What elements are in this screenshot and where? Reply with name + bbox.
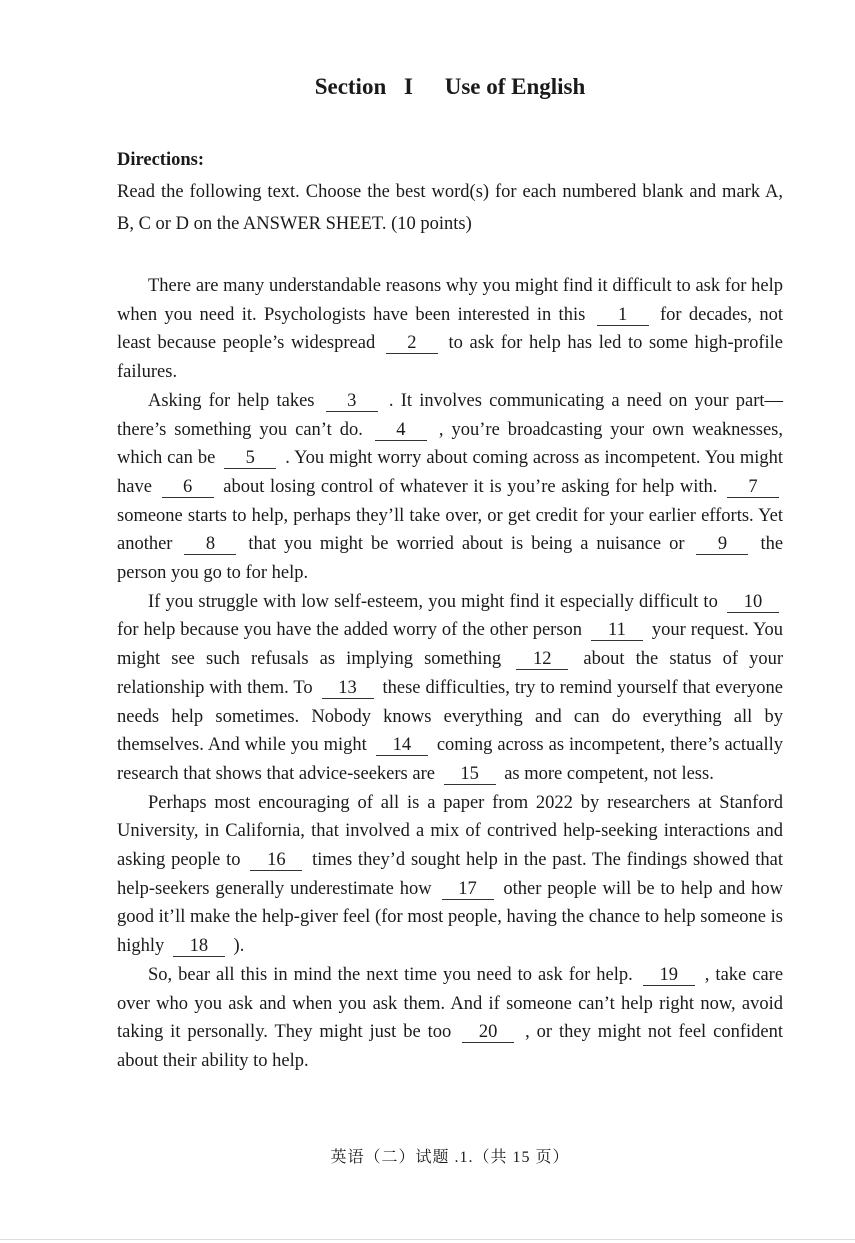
numbered-blank: 15 <box>444 764 496 785</box>
passage-paragraph <box>117 588 783 789</box>
section-title <box>0 74 855 100</box>
footer-subject: 英语（二）试题 <box>330 1149 450 1166</box>
numbered-blank: 1 <box>597 305 649 326</box>
paragraph-text: Perhaps most encouraging of all is a paper from 2022 by researchers at Stanford University, in California, that involved a mix of contrived help-seeking interactions and asking people to <box>117 792 783 871</box>
paragraph-text: about losing control of whatever it is you’re asking for help with. <box>223 476 718 497</box>
paragraph-text: other people will be to help and how good it’ll make the help-giver feel (for most people, having the chance to help someone is highly <box>117 878 784 957</box>
numbered-blank: 20 <box>462 1022 514 1043</box>
numbered-blank: 18 <box>173 936 225 957</box>
paragraph-text: There are many understandable reasons why you might find it difficult to ask for help when you need it. Psychologists have been interested in this <box>117 276 783 325</box>
directions-heading: Directions: <box>117 150 204 170</box>
paragraph-text: for decades, not least because people’s widespread <box>117 304 784 354</box>
directions <box>117 144 783 240</box>
paragraph-text: , you’re broadcasting your own weaknesses, which can be <box>117 419 783 469</box>
numbered-blank: 17 <box>442 879 494 900</box>
paragraph-text: , or they might not feel confident about their ability to help. <box>117 1022 783 1071</box>
passage-paragraph <box>117 387 783 588</box>
section-name: Use of English <box>444 74 586 99</box>
paragraph-text: Asking for help takes <box>148 390 315 411</box>
paragraph-text: these difficulties, try to remind yourself that everyone needs help sometimes. Nobody knows everything and can do everything all by themselves. And while you might <box>117 677 784 756</box>
paragraph-text: as more competent, not less. <box>504 763 714 784</box>
section-label: Section <box>314 74 387 99</box>
passage-paragraph <box>117 272 783 387</box>
numbered-blank: 6 <box>162 477 214 498</box>
paragraph-text: . It involves communicating a need on your part—there’s something you can’t do. <box>117 390 783 440</box>
cloze-passage <box>117 272 783 1076</box>
paragraph-text: . You might worry about coming across as incompetent. You might have <box>117 448 783 497</box>
numbered-blank: 10 <box>727 592 779 613</box>
numbered-blank: 5 <box>224 448 276 469</box>
numbered-blank: 13 <box>322 678 374 699</box>
numbered-blank: 12 <box>516 649 568 670</box>
numbered-blank: 4 <box>375 420 427 441</box>
numbered-blank: 9 <box>696 534 748 555</box>
directions-text: Read the following text. Choose the best word(s) for each numbered blank and mark A, B, C or D on the ANSWER SHEET. (10 points) <box>117 182 783 234</box>
paragraph-text: someone starts to help, perhaps they’ll take over, or get credit for your earlier efforts. Yet another <box>117 505 783 555</box>
numbered-blank: 14 <box>376 735 428 756</box>
paragraph-text: to ask for help has led to some high-profile failures. <box>117 333 783 383</box>
numbered-blank: 16 <box>250 850 302 871</box>
numbered-blank: 7 <box>727 477 779 498</box>
paragraph-text: If you struggle with low self-esteem, you might find it especially difficult to <box>148 591 718 612</box>
footer-total-pages: （共 15 页） <box>473 1149 570 1166</box>
numbered-blank: 19 <box>643 965 695 986</box>
paragraph-text: for help because you have the added worry of the other person <box>117 620 583 641</box>
paragraph-text: about the status of your relationship with them. To <box>117 649 783 698</box>
page-footer <box>0 1144 855 1167</box>
numbered-blank: 8 <box>184 534 236 555</box>
numbered-blank: 3 <box>326 391 378 412</box>
page-edge <box>0 1239 855 1240</box>
section-number: I <box>404 74 413 99</box>
passage-paragraph <box>117 961 783 1076</box>
paragraph-text: coming across as incompetent, there’s actually research that shows that advice-seekers are <box>117 735 784 784</box>
paragraph-text: your request. You might see such refusals as implying something <box>117 620 784 670</box>
paragraph-text: that you might be worried about is being a nuisance or <box>248 534 685 555</box>
paragraph-text: the person you go to for help. <box>117 534 784 584</box>
paragraph-text: times they’d sought help in the past. The findings showed that help-seekers generally underestimate how <box>117 850 784 899</box>
paragraph-text: , take care over who you ask and when you ask them. And if someone can’t help right now, avoid taking it personally. They might just be too <box>117 964 784 1043</box>
paragraph-text: So, bear all this in mind the next time you need to ask for help. <box>148 964 633 985</box>
footer-page-number: .1. <box>454 1149 474 1166</box>
numbered-blank: 2 <box>386 333 438 354</box>
numbered-blank: 11 <box>591 620 643 641</box>
paragraph-text: ). <box>233 936 245 957</box>
passage-paragraph <box>117 789 783 961</box>
